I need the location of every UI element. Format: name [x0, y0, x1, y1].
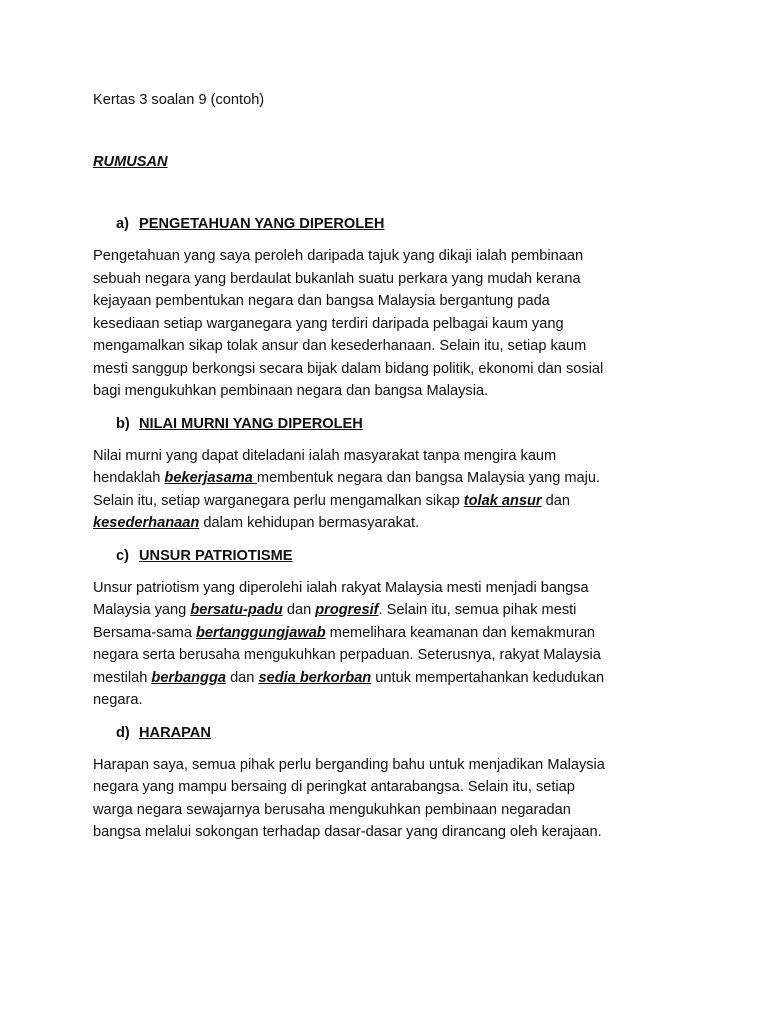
- paragraph-line: [93, 467, 683, 490]
- heading-text: PENGETAHUAN YANG DIPEROLEH: [139, 216, 385, 232]
- paragraph-line: negara serta berusaha mengukuhkan perpaduan. Seterusnya, rakyat Malaysia: [93, 647, 601, 663]
- text-segment: Malaysia yang: [93, 602, 191, 618]
- text-segment: Selain itu, setiap warganegara perlu mengamalkan sikap: [93, 492, 464, 509]
- heading-nilai-murni: [116, 413, 683, 435]
- paragraph-line: [93, 622, 683, 645]
- text-segment: Bersama-sama: [93, 624, 196, 641]
- heading-text: HARAPAN: [139, 724, 211, 741]
- paragraph-line: mengamalkan sikap tolak ansur dan kesederhanaan. Selain itu, setiap kaum: [93, 338, 587, 354]
- emphasized-term: bersatu-padu: [190, 602, 283, 618]
- heading-unsur-patriotisme: [116, 545, 683, 567]
- paragraph-nilai-murni: [93, 445, 683, 535]
- document-title: Kertas 3 soalan 9 (contoh): [93, 92, 265, 108]
- text-segment: memelihara keamanan dan kemakmuran: [325, 624, 596, 641]
- paragraph-line: [93, 599, 683, 622]
- paragraph-harapan: [93, 754, 683, 844]
- text-segment: dan: [282, 602, 316, 618]
- paragraph-unsur-patriotisme: [93, 577, 683, 712]
- emphasized-term: berbangga: [151, 669, 227, 686]
- paragraph-line: Pengetahuan yang saya peroleh daripada tajuk yang dikaji ialah pembinaan: [93, 248, 584, 264]
- emphasized-term: tolak ansur: [463, 492, 542, 509]
- paragraph-line: negara yang mampu bersaing di peringkat antarabangsa. Selain itu, setiap: [93, 779, 575, 795]
- paragraph-line: [93, 490, 683, 513]
- emphasized-term: bekerjasama: [164, 470, 257, 486]
- paragraph-line: warga negara sewajarnya berusaha mengukuhkan pembinaan negaradan: [93, 801, 571, 818]
- heading-text: NILAI MURNI YANG DIPEROLEH: [139, 415, 363, 432]
- heading-pengetahuan: [116, 213, 683, 235]
- paragraph-line: kesediaan setiap warganegara yang terdiri daripada pelbagai kaum yang: [93, 315, 564, 332]
- text-segment: dan: [541, 492, 571, 509]
- heading-letter: d): [116, 724, 130, 741]
- paragraph-line: [93, 667, 683, 690]
- emphasized-term: progresif: [315, 602, 379, 618]
- document-content: [93, 89, 683, 844]
- paragraph-line: Harapan saya, semua pihak perlu berganding bahu untuk menjadikan Malaysia: [93, 756, 605, 773]
- paragraph-line: [93, 512, 683, 535]
- text-segment: dan: [226, 669, 259, 686]
- paragraph-line: Unsur patriotism yang diperolehi ialah rakyat Malaysia mesti menjadi bangsa: [93, 579, 589, 596]
- emphasized-term: sedia berkorban: [258, 669, 372, 686]
- heading-text: UNSUR PATRIOTISME: [139, 547, 293, 564]
- emphasized-term: bertanggungjawab: [196, 624, 326, 641]
- paragraph-line: Nilai murni yang dapat diteladani ialah masyarakat tanpa mengira kaum: [93, 447, 557, 464]
- paragraph-line: negara.: [93, 692, 143, 708]
- section-title: RUMUSAN: [93, 154, 168, 170]
- heading-harapan: [116, 722, 683, 744]
- paragraph-line: bangsa melalui sokongan terhadap dasar-dasar yang dirancang oleh kerajaan.: [93, 824, 602, 840]
- text-segment: hendaklah: [93, 470, 165, 486]
- text-segment: . Selain itu, semua pihak mesti: [378, 602, 577, 618]
- text-segment: membentuk negara dan bangsa Malaysia yang maju.: [256, 470, 601, 486]
- heading-letter: c): [116, 547, 129, 564]
- text-segment: mestilah: [93, 669, 152, 686]
- text-segment: untuk mempertahankan kedudukan: [371, 669, 605, 686]
- paragraph-line: bagi mengukuhkan pembinaan negara dan bangsa Malaysia.: [93, 383, 489, 399]
- paragraph-line: kejayaan pembentukan negara dan bangsa Malaysia bergantung pada: [93, 293, 550, 309]
- paragraph-line: sebuah negara yang berdaulat bukanlah suatu perkara yang mudah kerana: [93, 270, 581, 287]
- heading-letter: a): [116, 216, 129, 232]
- paragraph-line: mesti sanggup berkongsi secara bijak dalam bidang politik, ekonomi dan sosial: [93, 360, 604, 377]
- emphasized-term: kesederhanaan: [93, 515, 200, 531]
- heading-letter: b): [116, 415, 130, 432]
- text-segment: dalam kehidupan bermasyarakat.: [199, 515, 420, 531]
- paragraph-pengetahuan: [93, 245, 683, 403]
